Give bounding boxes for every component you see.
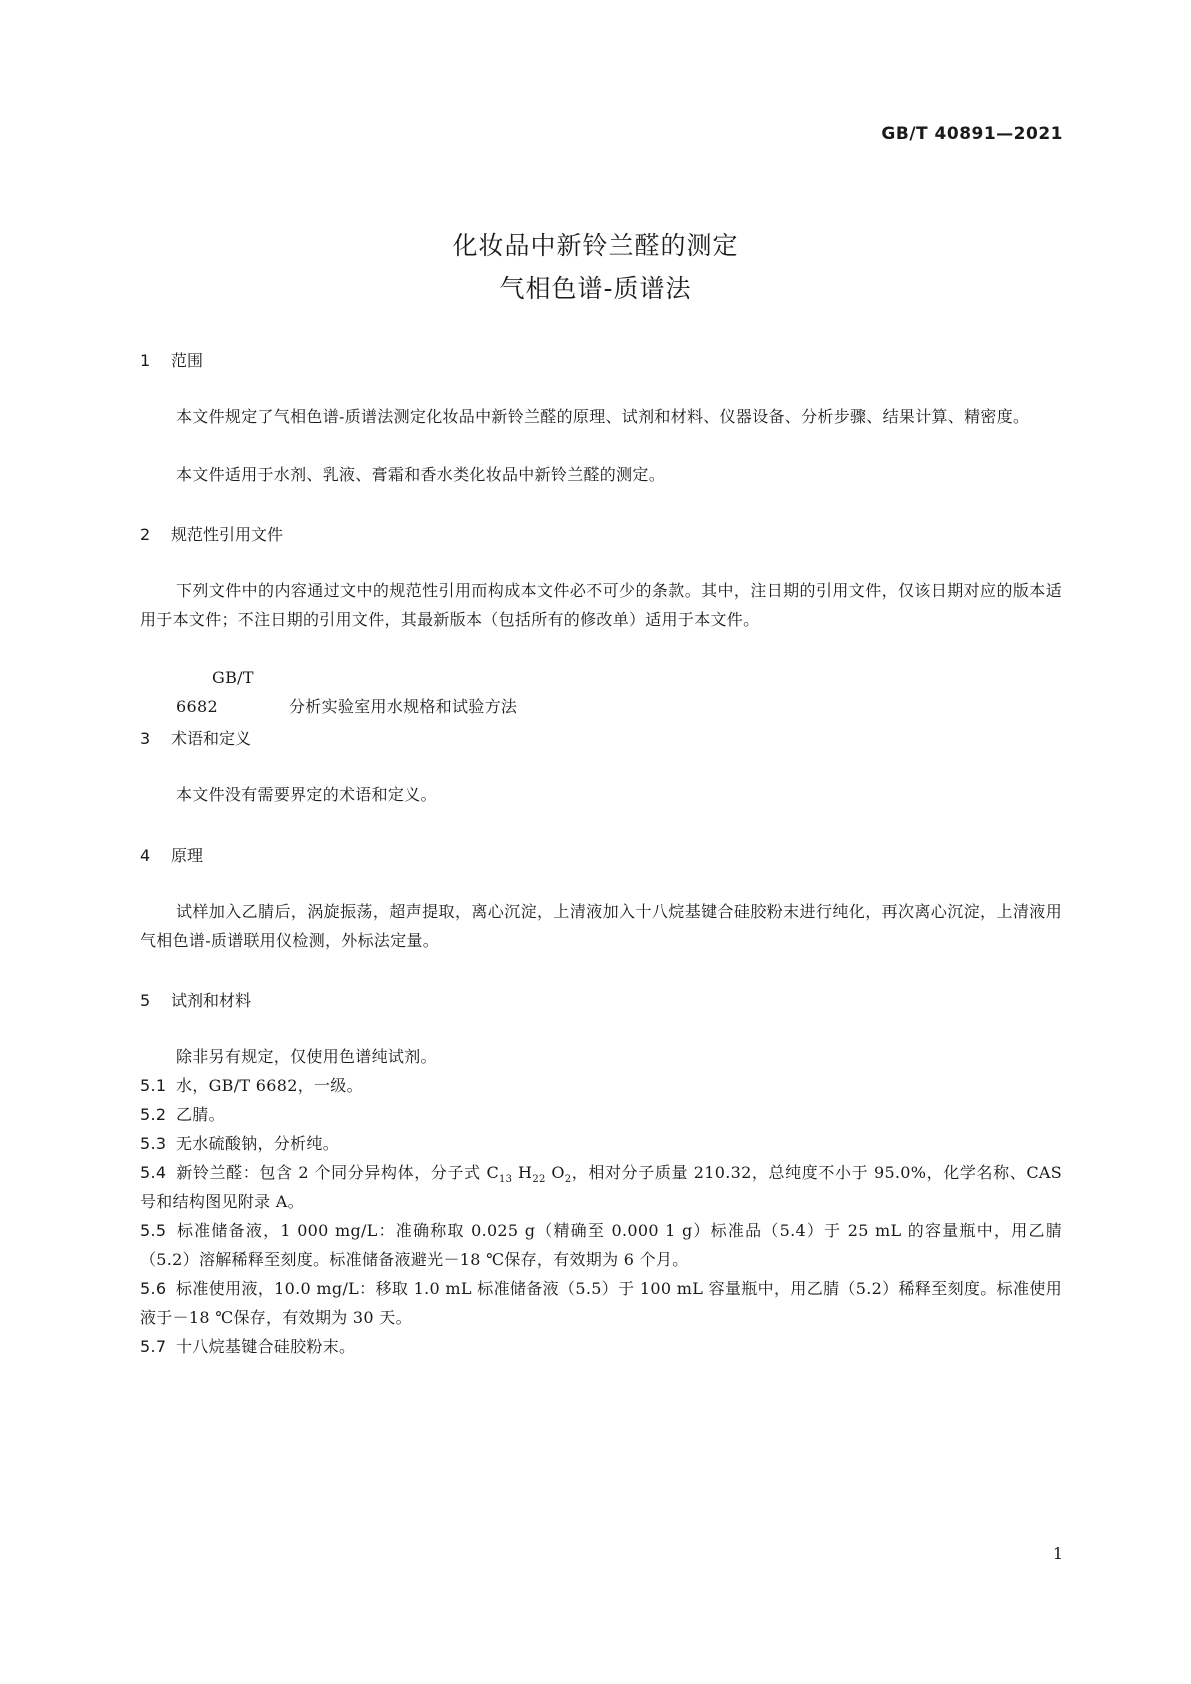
item-text-part: O: [545, 1163, 565, 1182]
item-text: 标准储备液，1 000 mg/L：准确称取 0.025 g（精确至 0.000 1 g）标准品（5.4）于 25 mL 的容量瓶中，用乙腈（5.2）溶解稀释至刻度。标准储备液避光－18 ℃保存，有效期为 6 个月。: [140, 1221, 1062, 1269]
section-1-heading: [140, 348, 203, 371]
section-2-paragraph-1: 下列文件中的内容通过文中的规范性引用而构成本文件必不可少的条款。其中，注日期的引用文件，仅该日期对应的版本适用于本文件；不注日期的引用文件，其最新版本（包括所有的修改单）适用于本文件。: [140, 581, 1062, 629]
reference-title: 分析实验室用水规格和试验方法: [289, 697, 518, 716]
item-number: 5.6: [140, 1279, 167, 1298]
item-text-part: ，相对分子质量 210.32，总纯度不小于 95.0%，化学名称、CAS 号和结构图见附录 A。: [140, 1163, 1062, 1211]
item-number: 5.5: [140, 1221, 167, 1240]
reagent-item-5-2: [140, 1100, 1062, 1129]
title-line-2: 气相色谱-质谱法: [499, 274, 692, 303]
section-number: 3: [140, 729, 151, 748]
section-1-paragraph-2: 本文件适用于水剂、乳液、膏霜和香水类化妆品中新铃兰醛的测定。: [176, 465, 666, 484]
reagent-item-5-5: [140, 1216, 1062, 1274]
reagent-item-5-4: [140, 1158, 1062, 1216]
section-4-paragraph-1: 试样加入乙腈后，涡旋振荡，超声提取，离心沉淀，上清液加入十八烷基键合硅胶粉末进行纯化，再次离心沉淀，上清液用气相色谱-质谱联用仪检测，外标法定量。: [140, 902, 1062, 950]
item-text: 水，GB/T 6682，一级。: [176, 1076, 363, 1095]
item-text-part: 新铃兰醛：包含 2 个同分异构体，分子式 C: [176, 1163, 500, 1182]
reagent-item-5-1: [140, 1071, 1062, 1100]
section-3-paragraph-1: 本文件没有需要界定的术语和定义。: [176, 785, 437, 804]
section-title: 试剂和材料: [171, 991, 252, 1010]
section-title: 规范性引用文件: [171, 525, 284, 544]
item-number: 5.2: [140, 1105, 167, 1124]
item-text: 无水硫酸钠，分析纯。: [176, 1134, 340, 1153]
section-title: 范围: [171, 351, 204, 370]
item-text: 乙腈。: [176, 1105, 225, 1124]
section-3-heading: [140, 726, 251, 749]
item-text: 十八烷基键合硅胶粉末。: [176, 1337, 356, 1356]
reagent-item-5-3: [140, 1129, 1062, 1158]
standard-code: GB/T 40891—2021: [881, 124, 1063, 144]
formula-subscript: 2: [564, 1174, 572, 1186]
reagent-item-5-6: [140, 1274, 1062, 1332]
item-text: 标准使用液，10.0 mg/L：移取 1.0 mL 标准储备液（5.5）于 100 mL 容量瓶中，用乙腈（5.2）稀释至刻度。标准使用液于－18 ℃保存，有效期为 30 天。: [140, 1279, 1062, 1327]
title-line-1: 化妆品中新铃兰醛的测定: [452, 231, 739, 260]
document-title: [0, 224, 1191, 310]
section-number: 5: [140, 991, 151, 1010]
item-text-part: H: [512, 1163, 533, 1182]
section-2-heading: [140, 522, 283, 545]
section-number: 2: [140, 525, 151, 544]
item-number: 5.4: [140, 1163, 167, 1182]
section-number: 4: [140, 846, 151, 865]
section-number: 1: [140, 351, 151, 370]
section-title: 术语和定义: [171, 729, 252, 748]
item-number: 5.7: [140, 1337, 167, 1356]
item-number: 5.3: [140, 1134, 167, 1153]
page-number: 1: [1052, 1544, 1063, 1563]
section-title: 原理: [171, 846, 204, 865]
section-4-heading: [140, 843, 203, 866]
section-5-intro: 除非另有规定，仅使用色谱纯试剂。: [176, 1047, 437, 1066]
formula-subscript: 13: [499, 1174, 513, 1186]
reference-code: GB/T 6682: [176, 668, 254, 716]
item-number: 5.1: [140, 1076, 167, 1095]
normative-reference: [140, 663, 1062, 721]
reagent-item-5-7: [140, 1332, 1062, 1361]
section-5-heading: [140, 988, 251, 1011]
formula-subscript: 22: [532, 1174, 546, 1186]
section-1-paragraph-1: 本文件规定了气相色谱-质谱法测定化妆品中新铃兰醛的原理、试剂和材料、仪器设备、分析步骤、结果计算、精密度。: [176, 407, 1030, 426]
